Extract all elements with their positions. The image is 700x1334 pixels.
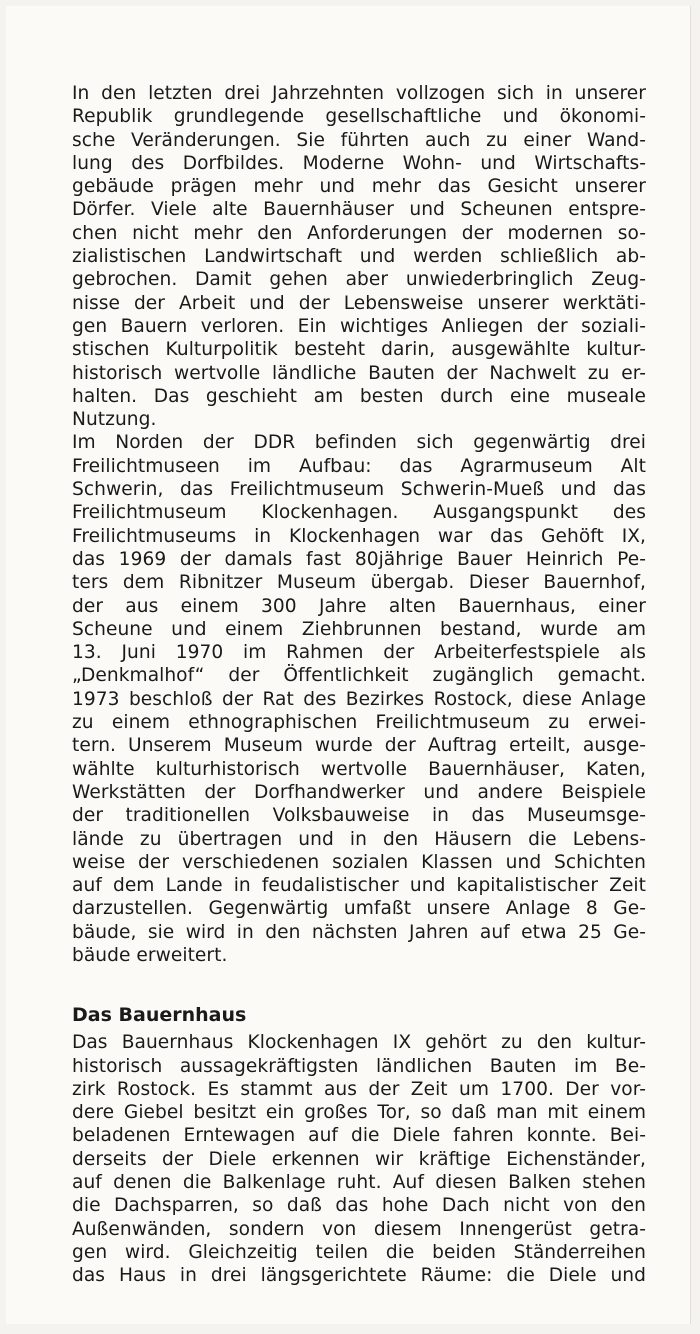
text-line: das 1969 der damals fast 80jährige Bauer Heinrich Pe- xyxy=(72,548,646,570)
section-spacer xyxy=(72,967,646,997)
text-line: lung des Dorfbildes. Moderne Wohn- und Wirtschafts- xyxy=(72,152,646,174)
text-line: Werkstätten der Dorfhandwerker und andere Beispiele xyxy=(72,781,646,803)
text-line: wählte kulturhistorisch wertvolle Bauernhäuser, Katen, xyxy=(72,758,646,780)
text-line: Freilichtmuseums in Klockenhagen war das Gehöft IX, xyxy=(72,525,646,547)
text-line: derseits der Diele erkennen wir kräftige Eichenständer, xyxy=(72,1148,646,1170)
text-line: beladenen Erntewagen auf die Diele fahren konnte. Bei- xyxy=(72,1125,646,1147)
text-line: die Dachsparren, so daß das hohe Dach nicht von den xyxy=(72,1195,646,1217)
text-line: Nutzung. xyxy=(72,409,157,431)
text-line: halten. Das geschieht am besten durch eine museale xyxy=(72,385,646,407)
text-line: der aus einem 300 Jahre alten Bauernhaus, einer xyxy=(72,595,646,617)
text-line: 13. Juni 1970 im Rahmen der Arbeiterfestspiele als xyxy=(72,642,646,664)
text-line: das Haus in drei längsgerichtete Räume: die Diele und xyxy=(72,1265,646,1287)
text-line: Schwerin, das Freilichtmuseum Schwerin-Mueß und das xyxy=(72,479,646,501)
text-line: historisch aussagekräftigsten ländlichen Bauten im Be- xyxy=(72,1055,646,1077)
paragraph-freilichtmuseum xyxy=(72,431,646,967)
text-line: zu einem ethnographischen Freilichtmuseum zu erwei- xyxy=(72,712,646,734)
text-line: chen nicht mehr den Anforderungen der modernen so- xyxy=(72,222,646,244)
text-line: lände zu übertragen und in den Häusern die Lebens- xyxy=(72,828,646,850)
text-line: auf denen die Balkenlage ruht. Auf diesen Balken stehen xyxy=(72,1172,646,1194)
text-line: Außenwänden, sondern von diesem Innengerüst getra- xyxy=(72,1218,646,1240)
text-line: darzustellen. Gegenwärtig umfaßt unsere Anlage 8 Ge- xyxy=(72,898,646,920)
section-heading: Das Bauernhaus xyxy=(72,1004,247,1027)
text-line: nisse der Arbeit und der Lebensweise unserer werktäti- xyxy=(72,292,646,314)
text-line: „Denkmalhof“ der Öffentlichkeit zugänglich gemacht. xyxy=(72,665,646,687)
text-line: auf dem Lande in feudalistischer und kapitalistischer Zeit xyxy=(72,875,646,897)
text-line: 1973 beschloß der Rat des Bezirkes Rostock, diese Anlage xyxy=(72,688,646,710)
text-line: Dörfer. Viele alte Bauernhäuser und Scheunen entspre- xyxy=(72,199,646,221)
text-line: Republik grundlegende gesellschaftliche und ökonomi- xyxy=(72,106,646,128)
text-line: Im Norden der DDR befinden sich gegenwärtig drei xyxy=(72,432,646,454)
text-line: stischen Kulturpolitik besteht darin, ausgewählte kultur- xyxy=(72,339,646,361)
text-line: tern. Unserem Museum wurde der Auftrag erteilt, ausge- xyxy=(72,735,646,757)
text-line: historisch wertvolle ländliche Bauten der Nachwelt zu er- xyxy=(72,362,646,384)
text-line: bäude, sie wird in den nächsten Jahren auf etwa 25 Ge- xyxy=(72,921,646,943)
text-line: gen wird. Gleichzeitig teilen die beiden Ständerreihen xyxy=(72,1241,646,1263)
text-line: Freilichtmuseum Klockenhagen. Ausgangspunkt des xyxy=(72,502,646,524)
text-line: ters dem Ribnitzer Museum übergab. Dieser Bauernhof, xyxy=(72,572,646,594)
text-line: In den letzten drei Jahrzehnten vollzogen sich in unserer xyxy=(72,83,646,104)
text-line: dere Giebel besitzt ein großes Tor, so daß man mit einem xyxy=(72,1102,646,1124)
text-line: sche Veränderungen. Sie führten auch zu einer Wand- xyxy=(72,129,646,151)
text-line: gen Bauern verloren. Ein wichtiges Anliegen der soziali- xyxy=(72,315,646,337)
paragraph-intro xyxy=(72,82,646,431)
text-line: zialistischen Landwirtschaft und werden schließlich ab- xyxy=(72,246,646,268)
text-line: gebrochen. Damit gehen aber unwiederbringlich Zeug- xyxy=(72,269,646,291)
document-page xyxy=(6,6,691,1324)
text-line: Das Bauernhaus Klockenhagen IX gehört zu den kultur- xyxy=(72,1032,646,1054)
text-line: der traditionellen Volksbauweise in das Museumsge- xyxy=(72,805,646,827)
paragraph-bauernhaus xyxy=(72,1031,646,1287)
text-line: Freilichtmuseen im Aufbau: das Agrarmuseum Alt xyxy=(72,455,646,477)
text-line: Scheune und einem Ziehbrunnen bestand, wurde am xyxy=(72,618,646,640)
text-line: bäude erweitert. xyxy=(72,944,228,966)
text-line: weise der verschiedenen sozialen Klassen und Schichten xyxy=(72,851,646,873)
text-column xyxy=(72,82,646,1288)
text-line: gebäude prägen mehr und mehr das Gesicht unserer xyxy=(72,176,646,198)
text-line: zirk Rostock. Es stammt aus der Zeit um 1700. Der vor- xyxy=(72,1078,646,1100)
